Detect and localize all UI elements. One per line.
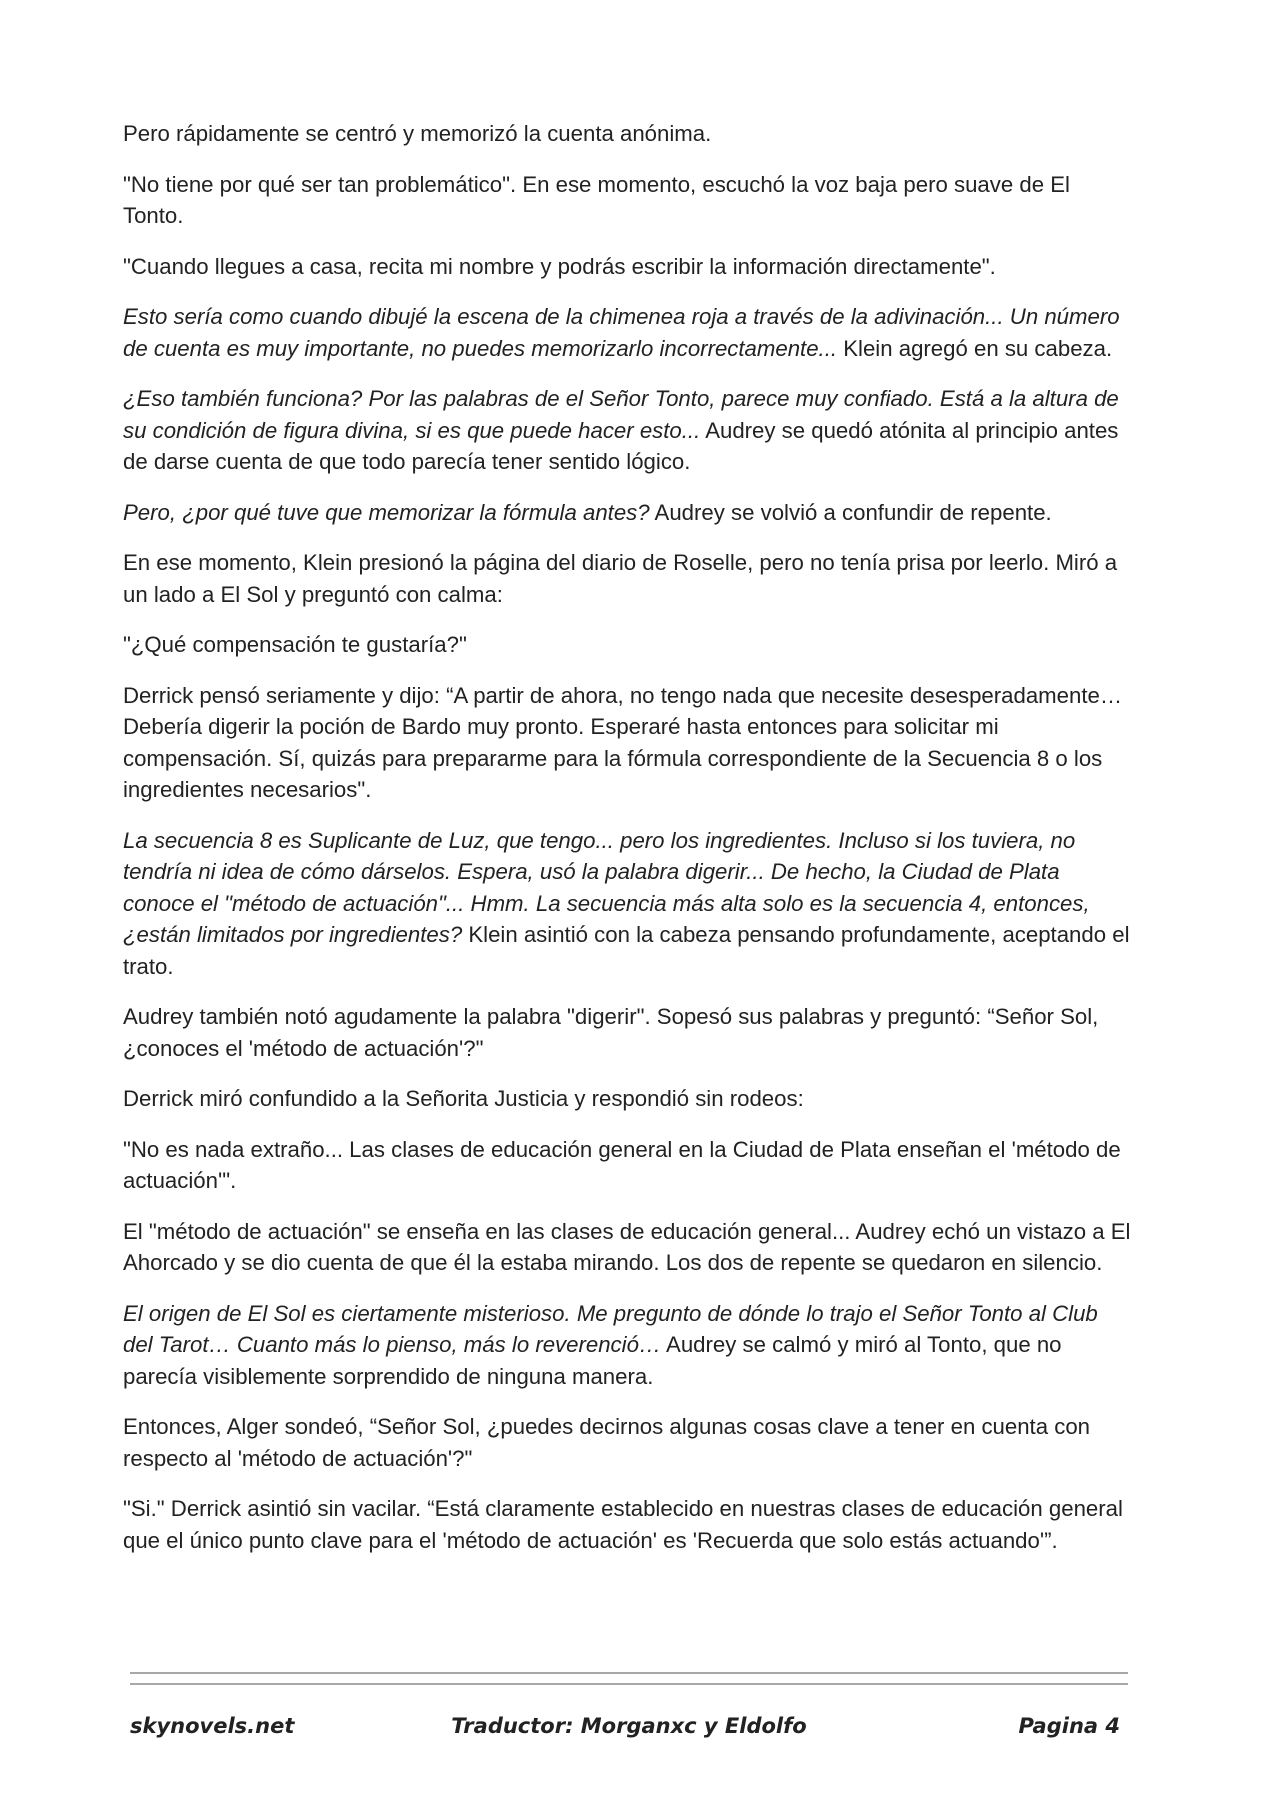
paragraph-text: Audrey también notó agudamente la palabra "digerir". Sopesó sus palabras y preguntó: “Señor Sol, ¿conoces el 'método de actuación'?" <box>123 1004 1099 1061</box>
paragraph-text: El "método de actuación" se enseña en las clases de educación general... <box>123 1218 851 1244</box>
paragraph <box>123 547 1133 610</box>
paragraph <box>123 1001 1133 1064</box>
paragraph <box>123 1298 1133 1393</box>
paragraph-italic-text: Esto sería como cuando dibujé la escena de la chimenea roja a través de la adivinación... Un número de cuenta es muy importante, no puedes memorizarlo incorrectamente... <box>123 304 1120 361</box>
paragraph <box>123 1216 1133 1279</box>
document-body <box>123 118 1133 1575</box>
paragraph <box>123 1134 1133 1197</box>
paragraph-text: "¿Qué compensación te gustaría?" <box>123 632 467 657</box>
page-footer <box>130 1714 1128 1748</box>
paragraph-text: Klein asintió con la cabeza pensando profundamente, aceptando el trato. <box>123 922 1130 979</box>
paragraph <box>123 301 1133 364</box>
paragraph <box>123 118 1133 150</box>
paragraph-text: En ese momento, Klein presionó la página del diario de Roselle, pero no tenía prisa por leerlo. Miró a un lado a El Sol y preguntó con calma: <box>123 550 1118 607</box>
paragraph-text: "No es nada extraño... Las clases de educación general en la Ciudad de Plata enseñan el 'método de actuación'". <box>123 1136 1121 1193</box>
paragraph <box>123 1493 1133 1556</box>
paragraph-italic-text: Pero, ¿por qué tuve que memorizar la fórmula antes? <box>123 499 650 525</box>
paragraph-italic-text: La secuencia 8 es Suplicante de Luz, que tengo... pero los ingredientes. Incluso si los tuviera, no tendría ni idea de cómo dárselos. Espera, usó la palabra digerir... De hecho, la Ciudad de Plata conoce el "método de actuación"... Hmm. La secuencia más alta solo es la secuencia 4, entonces, ¿están limitados por ingredientes? <box>123 827 1090 947</box>
footer-divider-top <box>130 1672 1128 1674</box>
footer-divider-bottom <box>130 1683 1128 1685</box>
paragraph <box>123 497 1133 529</box>
paragraph <box>123 629 1133 661</box>
paragraph <box>123 1411 1133 1474</box>
paragraph <box>123 383 1133 478</box>
paragraph-text: Klein agregó en su cabeza. <box>837 335 1113 361</box>
paragraph <box>123 1083 1133 1115</box>
paragraph-text: Audrey echó un vistazo a El Ahorcado y se dio cuenta de que él la estaba mirando. Los dos de repente se quedaron en silencio. <box>123 1218 1131 1275</box>
footer-page-number: Pagina 4 <box>1018 1714 1120 1738</box>
paragraph-text: Entonces, Alger sondeó, “Señor Sol, ¿puedes decirnos algunas cosas clave a tener en cuenta con respecto al 'método de actuación'?" <box>123 1414 1090 1471</box>
paragraph-text: Audrey se quedó atónita al principio antes de darse cuenta de que todo parecía tener sentido lógico. <box>123 417 1119 474</box>
paragraph-italic-text: El origen de El Sol es ciertamente misterioso. Me pregunto de dónde lo trajo el Señor Tonto al Club del Tarot… Cuanto más lo pienso, más lo reverenció… <box>123 1300 1098 1357</box>
paragraph-text: Audrey se volvió a confundir de repente. <box>649 499 1052 525</box>
paragraph-text: "No tiene por qué ser tan problemático". En ese momento, escuchó la voz baja pero suave de El Tonto. <box>123 171 1070 228</box>
paragraph-text: Pero rápidamente se centró y memorizó la cuenta anónima. <box>123 121 712 146</box>
paragraph <box>123 251 1133 283</box>
paragraph-italic-text: ¿Eso también funciona? Por las palabras de el Señor Tonto, parece muy confiado. Está a la altura de su condición de figura divina, si es que puede hacer esto... <box>123 386 1119 443</box>
paragraph <box>123 825 1133 983</box>
paragraph-text: Derrick pensó seriamente y dijo: “A partir de ahora, no tengo nada que necesite desesperadamente… Debería digerir la poción de Bardo muy pronto. Esperaré hasta entonces para solicitar mi compensación. Sí, quizás para prepararme para la fórmula correspondiente de la Secuencia 8 o los ingredientes necesarios". <box>123 682 1123 802</box>
paragraph-text: "Cuando llegues a casa, recita mi nombre y podrás escribir la información directamente". <box>123 253 996 279</box>
paragraph-text: Derrick miró confundido a la Señorita Justicia y respondió sin rodeos: <box>123 1086 804 1111</box>
paragraph-text: "Si." Derrick asintió sin vacilar. “Está claramente establecido en nuestras clases de educación general que el único punto clave para el 'método de actuación' es 'Recuerda que solo estás actuando'”. <box>123 1496 1123 1553</box>
paragraph <box>123 169 1133 232</box>
paragraph <box>123 680 1133 806</box>
footer-site: skynovels.net <box>130 1714 295 1738</box>
paragraph-text: Audrey se calmó y miró al Tonto, que no parecía visiblemente sorprendido de ninguna manera. <box>123 1332 1062 1389</box>
footer-translator: Traductor: Morganxc y Eldolfo <box>451 1714 807 1738</box>
